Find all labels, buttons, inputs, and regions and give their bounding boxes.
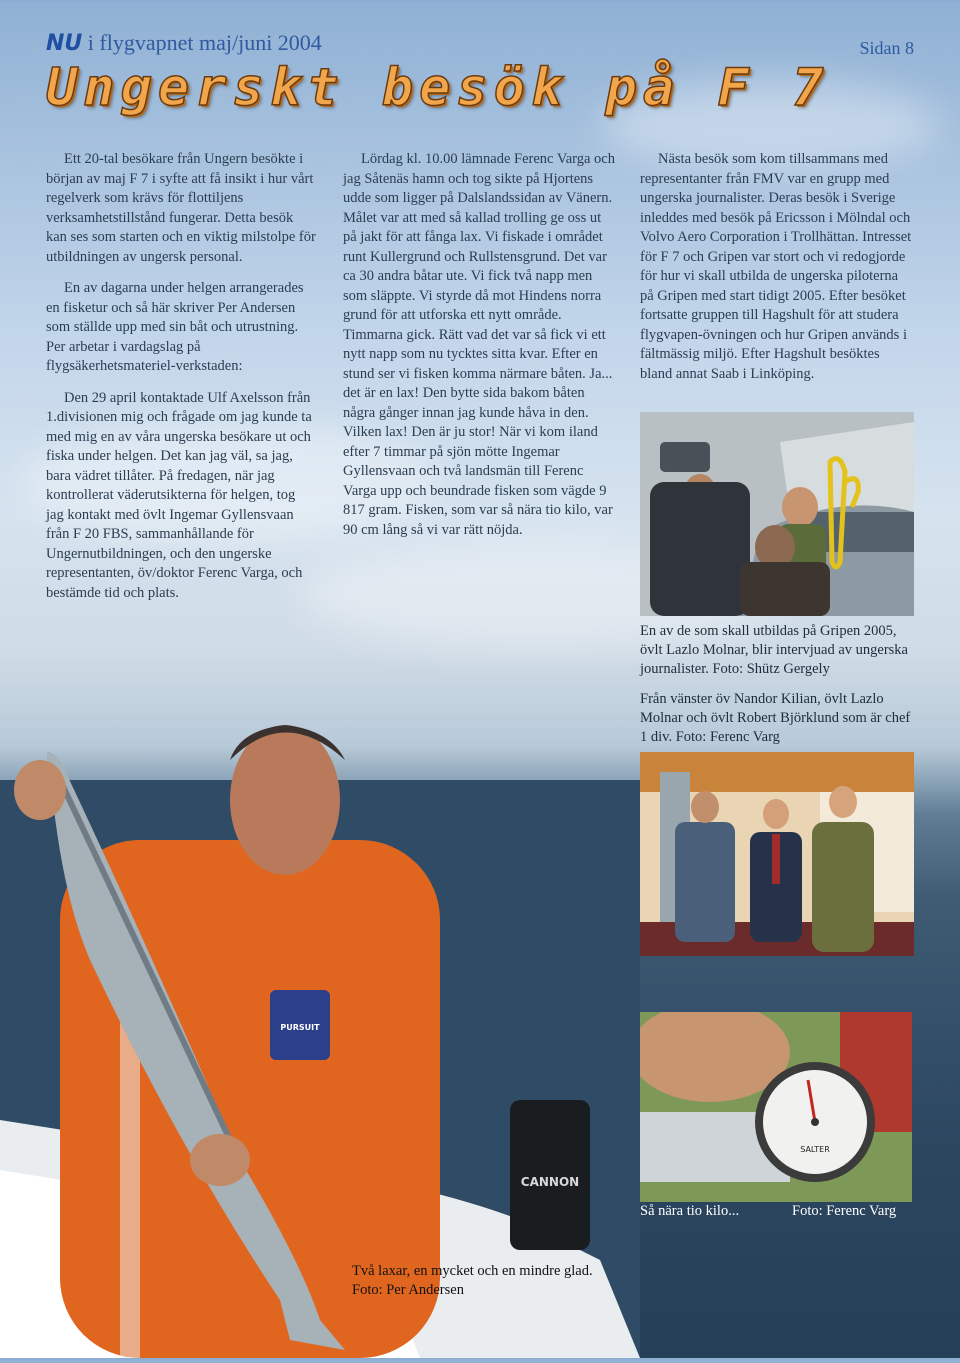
paragraph: Nästa besök som kom tillsammans med representanter från FMV var en grupp med ungerska journalister. Deras besök i Sverige inleddes med besök på Ericsson i Mölndal och Volvo Aero Corporation i Trollhättan. Intresset för F 7 och Gripen var stort och vi redogjorde för hur vi skall utbilda de ungerska piloterna på Gripen med start tidigt 2005. Efter besöket fortsatte gruppen till Hagshult för att studera flygvapen-övningen och hur Gripen används i fältmässig miljö. Efter Hagshult besöktes bland annat Saab i Linköping. [640,151,912,382]
article-column-3 [640,150,915,396]
paragraph: Ett 20-tal besökare från Ungern besökte i början av maj F 7 i syfte att få insikt i hur vårt regelverk som krävs för flottiljens verksamhetstillstånd fungerar. Detta besök kan ses som starten och en viktig milstolpe för utbildningen av ungersk personal. [46,151,316,265]
page-number: Sidan 8 [859,38,914,58]
scale-caption: Så nära tio kilo... [640,1203,740,1219]
paragraph: Lördag kl. 10.00 lämnade Ferenc Varga och jag Såtenäs hamn och tog sikte på Hjortens udde som ligger på Dalslandssidan av Vänern. Målet var att med så kallad trolling ge oss ut på jakt för att fånga lax. Vi fiskade i området runt Kullergrund och Rullstensgrund. Det var ca 30 andra båtar ute. Vi fick två napp men som släppte. Vi styrde då mot Hindens norra grund för att utforska ett nytt område. Timmarna gick. Rätt vad det var så fick vi ett nytt napp som nu tycktes sitta kvar. Efter en stund ser vi fisken komma närmare båten. Ja... det är en lax! Den bytte sida bakom båten några gånger innan jag kunde håva in den. Vilken lax! Den är ju stor! När vi kom iland efter 7 timmar på sjön mötte Ingemar Gyllensvaan och två landsmän till Ferenc Varga upp och beundrade fisken som vägde 9 817 gram. Fisken, som var så nära tio kilo, var 90 cm lång så vi var rätt nöjda. [343,151,615,538]
publication-name: i flygvapnet maj/juni 2004 [82,30,322,55]
officers-photo [640,752,914,956]
scale-photo-credit: Foto: Ferenc Varg [792,1203,897,1219]
article-column-2 [343,150,615,552]
paragraph: En av dagarna under helgen arrangerades en fisketur och så här skriver Per Andersen som ställde upp med sin båt och utrustning. Per arbetar i vardagslag på flygsäkerhetsmateriel-verkstaden: [46,280,304,374]
gripen-photo-caption: En av de som skall utbildas på Gripen 2005, övlt Lazlo Molnar, blir intervjuad av ungerska journalister. Foto: Shütz Gergely [640,623,908,677]
jacket-patch-text: PURSUIT [280,1023,320,1032]
fisherman-with-salmon-photo [0,700,640,1358]
trio-photo-caption: Från vänster öv Nandor Kilian, övlt Lazlo Molnar och övlt Robert Björklund som är chef 1 div. Foto: Ferenc Varg [640,691,911,745]
reel-brand-text: CANNON [520,1175,580,1189]
nu-logo: NU [46,31,83,56]
article-column-1 [46,150,316,615]
gripen-interview-photo [640,412,914,616]
page-title: Ungerskt besök på F 7 [46,58,830,118]
scale-brand-text: SALTER [800,1145,830,1154]
fishing-photo-caption: Två laxar, en mycket och en mindre glad. Foto: Per Andersen [352,1263,593,1298]
publication-header [46,30,322,56]
paragraph: Den 29 april kontaktade Ulf Axelsson från 1.divisionen mig och frågade om jag kunde ta med mig en av våra ungerska besökare ut och fiska under helgen. Det kan jag väl, sa jag, bara vädret tillåter. På fredagen, när jag kontrollerat väderutsikterna för helgen, tog jag kontakt med övlt Ingemar Gyllensvaan från F 20 FBS, sammanhållande för Ungernutbildningen, och den ungerske representanten, öv/doktor Ferenc Varga, och bestämde tid och plats. [46,389,312,601]
scale-photo [640,1012,912,1202]
